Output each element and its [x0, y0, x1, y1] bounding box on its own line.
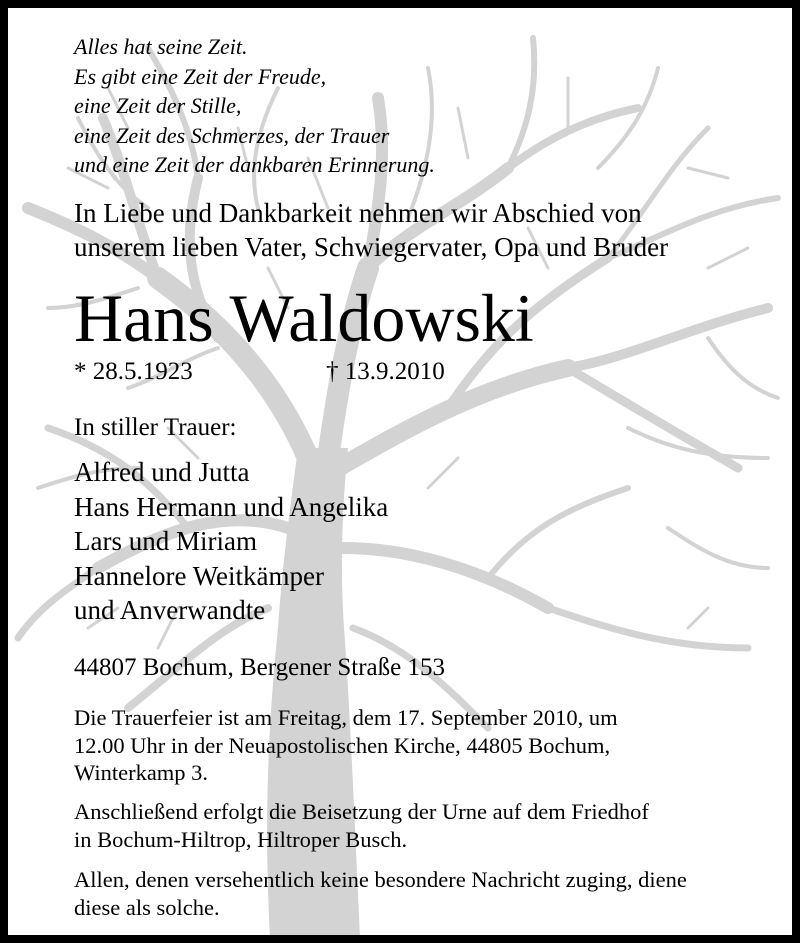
death-date: † 13.9.2010	[326, 358, 445, 385]
burial-line: in Bochum-Hiltrop, Hiltroper Busch.	[74, 826, 408, 852]
closing-note	[74, 866, 687, 921]
funeral-line: Die Trauerfeier ist am Freitag, dem 17. September 2010, um	[74, 705, 618, 730]
mourner-item: Lars und Miriam	[74, 526, 257, 556]
intro-line: unserem lieben Vater, Schwiegervater, Opa und Bruder	[74, 232, 669, 262]
intro-line: In Liebe und Dankbarkeit nehmen wir Abschied von	[74, 198, 642, 228]
funeral-info	[74, 704, 618, 787]
grief-heading: In stiller Trauer:	[74, 414, 237, 441]
poem-line: und eine Zeit der dankbaren Erinnerung.	[74, 152, 435, 177]
mourner-item: und Anverwandte	[74, 595, 266, 625]
mourner-item: Hans Hermann und Angelika	[74, 491, 389, 522]
family-address: 44807 Bochum, Bergener Straße 153	[74, 654, 445, 681]
poem-verse	[74, 32, 435, 180]
birth-date: * 28.5.1923	[74, 358, 193, 385]
closing-line: Allen, denen versehentlich keine besondere Nachricht zuging, diene	[74, 867, 687, 892]
poem-line: eine Zeit der Stille,	[74, 93, 242, 118]
poem-line: Es gibt eine Zeit der Freude,	[74, 63, 327, 89]
closing-line: diese als solche.	[74, 894, 220, 920]
funeral-line: 12.00 Uhr in der Neuapostolischen Kirche, 44805 Bochum,	[74, 732, 611, 758]
poem-line: Alles hat seine Zeit.	[74, 34, 248, 59]
mourners-list	[74, 455, 388, 628]
burial-info	[74, 798, 649, 853]
deceased-name: Hans Waldowski	[74, 280, 534, 356]
mourner-item: Hannelore Weitkämper	[74, 560, 324, 591]
intro-text	[74, 196, 668, 264]
mourner-item: Alfred und Jutta	[74, 457, 250, 487]
burial-line: Anschließend erfolgt die Beisetzung der Urne auf dem Friedhof	[74, 799, 649, 824]
poem-line: eine Zeit des Schmerzes, der Trauer	[74, 122, 390, 148]
funeral-line: Winterkamp 3.	[74, 760, 209, 785]
